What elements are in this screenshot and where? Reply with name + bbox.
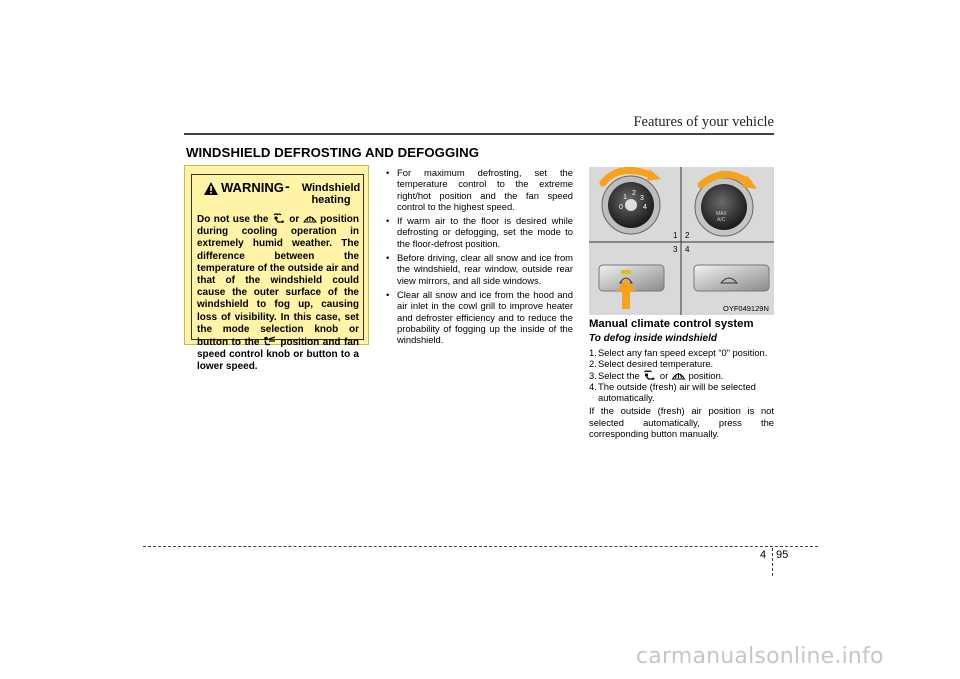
figure-code: OYF049129N [723,304,769,313]
step-item [589,358,774,369]
panel-label-2: 2 [685,231,690,240]
panel-label-1: 1 [673,231,678,240]
temperature-knob [695,174,757,236]
fan-mark-0: 0 [619,204,623,211]
chapter-number: 4 [760,549,767,561]
defrost-button-alt [694,265,769,291]
steps-list [589,347,774,403]
step-text: Select any fan speed except “0” position. [598,347,768,358]
fan-mark-3: 3 [640,195,644,202]
defrost-icon [671,370,686,380]
fan-mark-2: 2 [632,190,636,197]
step-text-pre: Select the [598,369,640,381]
step-text-mid: or [659,369,669,381]
climate-control-figure [589,167,774,315]
warning-header [200,178,360,212]
warning-frame [191,174,364,373]
floor-defrost-icon [272,213,286,223]
defog-steps [589,347,774,439]
defog-subtitle: To defog inside windshield [589,333,717,344]
tip-item: • If warm air to the floor is desired while defrosting or defogging, set the mode to the floor-defrost position. [385,215,573,249]
temp-mark-max: MAX [716,211,727,217]
header-rule [184,133,774,135]
step-text: Select desired temperature. [598,358,714,370]
tip-item: • Before driving, clear all snow and ice from the windshield, rear window, outside rear view mirrors, and all side windows. [385,252,573,286]
defog-note: If the outside (fresh) air position is not selected automatically, press the corresponding button manually. [589,405,774,440]
panel-label-4: 4 [685,245,690,254]
warning-subject: Windshield heating [301,182,361,206]
warning-label: WARNING [221,180,284,195]
step-number: 2. [589,358,597,370]
defrost-icon [303,213,317,223]
fan-mark-4: 4 [643,204,647,211]
footer-rule [143,546,818,547]
page-number: 95 [776,549,789,561]
warning-triangle-icon [204,182,218,195]
step-item [589,381,774,404]
climate-control-illustration [589,167,774,315]
step-text-post: position. [688,369,724,381]
fan-speed-knob [602,169,661,234]
tip-item: • Clear all snow and ice from the hood and air inlet in the cowl grill to improve heater and defroster efficiency and to reduce the probability of fogging up the inside of the windshield. [385,289,573,345]
step-number: 1. [589,347,597,358]
warning-dash: - [285,178,290,194]
warning-text-2: position during cooling operation in extremely humid weather. The difference between the temperature of the outside air and that of the windshield could cause the outer surface of the windshield to fog up, causing loss of visibility. In this case, set the mode selection knob or button to the [197,214,360,349]
warning-text-1: Do not use the [197,214,269,225]
footer-separator [772,548,773,576]
panel-label-3: 3 [673,245,678,254]
step-text: The outside (fresh) air will be selected automatically. [598,380,756,404]
watermark: carmanualsonline.info [636,644,884,669]
section-title: WINDSHIELD DEFROSTING AND DEFOGGING [186,145,480,160]
warning-body [197,213,359,374]
face-vent-icon [263,336,277,346]
temp-mark-ac: A/C [717,217,726,223]
climate-title: Manual climate control system [589,318,754,330]
fan-mark-1: 1 [623,194,627,201]
step-number: 3. [589,369,597,381]
defrost-button [599,265,664,309]
running-header: Features of your vehicle [633,114,774,130]
tips-column [385,167,573,348]
step-item [589,347,774,358]
step-item [589,370,774,381]
warning-text-or: or [289,214,300,225]
tip-item: • For maximum defrosting, set the temperature control to the extreme right/hot position and the fan speed control to the highest speed. [385,167,573,212]
warning-box [184,165,369,373]
step-number: 4. [589,380,597,392]
floor-defrost-icon [642,370,657,380]
warning-text-3: position and fan speed control knob or button to a lower speed. [197,337,359,373]
tips-list [385,167,573,345]
